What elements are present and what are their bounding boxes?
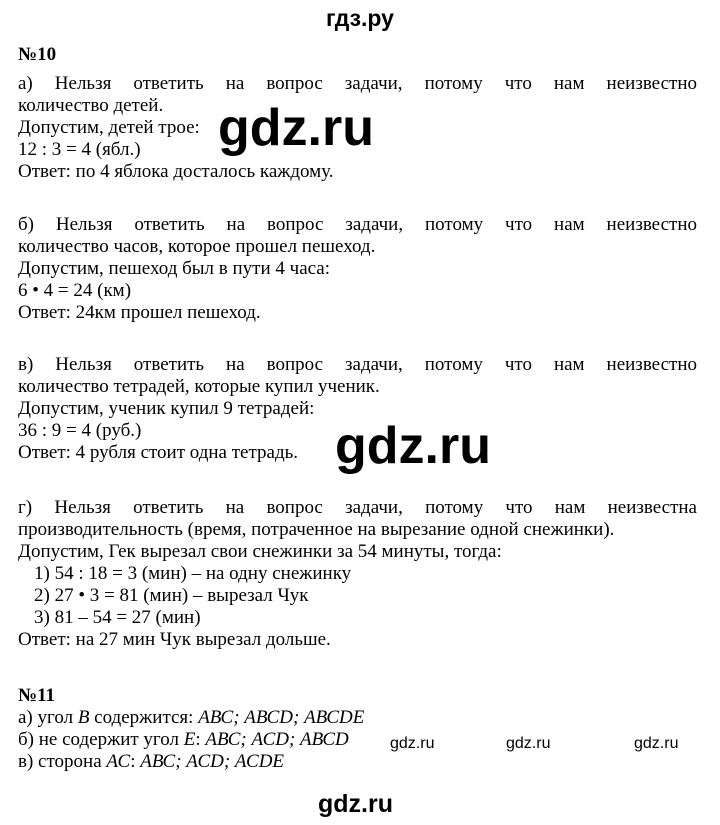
task-10-a-line-1: а) Нельзя ответить на вопрос задачи, потому что нам неизвестно	[18, 73, 697, 94]
task-10-g-answer: Ответ: на 27 мин Чук вырезал дольше.	[18, 629, 331, 650]
task-10-v-line-4: 36 : 9 = 4 (руб.)	[18, 420, 142, 441]
task-11-v-side: АС	[106, 751, 131, 772]
task-11-v-prefix: в) сторона	[18, 751, 107, 772]
watermark-small: gdz.ru	[390, 735, 435, 752]
task-11-a	[18, 707, 364, 729]
task-10-b-line-2: количество часов, которое прошел пешеход.	[18, 236, 376, 257]
task-11-b-figures: АВС; АСD; АВСD	[205, 729, 349, 750]
task-11-a-mid: содержится:	[89, 707, 199, 728]
task-10-b-answer: Ответ: 24км прошел пешеход.	[18, 302, 261, 323]
task-10-b-line-3: Допустим, пешеход был в пути 4 часа:	[18, 258, 331, 279]
task-10-g-line-3: Допустим, Гек вырезал свои снежинки за 54 минуты, тогда:	[18, 541, 502, 562]
task-11-v-figures: АВС; АСD; АСDЕ	[140, 751, 285, 772]
task-11-a-figures: АВС; АВСD; АВСDЕ	[198, 707, 365, 728]
task-10-g-step-1: 1) 54 : 18 = 3 (мин) – на одну снежинку	[34, 563, 352, 584]
watermark-logo: gdz.ru	[218, 99, 374, 157]
task-11-title: №11	[18, 685, 56, 706]
task-11-v	[18, 751, 284, 773]
task-10-v-line-1: в) Нельзя ответить на вопрос задачи, потому что нам неизвестно	[18, 354, 697, 375]
task-11-b-mid: :	[195, 729, 206, 750]
task-10-g-step-2: 2) 27 • 3 = 81 (мин) – вырезал Чук	[34, 585, 309, 606]
watermark-logo: gdz.ru	[335, 417, 491, 475]
task-11-a-angle: В	[77, 707, 90, 728]
watermark-small: gdz.ru	[506, 735, 551, 752]
task-10-title: №10	[18, 44, 57, 65]
task-11-b-prefix: б) не содержит угол	[18, 729, 184, 750]
watermark-small: gdz.ru	[634, 735, 679, 752]
task-10-a-line-3: Допустим, детей трое:	[18, 117, 200, 138]
task-10-g-step-3: 3) 81 – 54 = 27 (мин)	[34, 607, 201, 628]
task-10-v-line-2: количество тетрадей, которые купил ученик.	[18, 376, 380, 397]
task-10-a-line-4: 12 : 3 = 4 (ябл.)	[18, 139, 141, 160]
task-10-v-answer: Ответ: 4 рубля стоит одна тетрадь.	[18, 442, 299, 463]
task-10-b-line-4: 6 • 4 = 24 (км)	[18, 280, 132, 301]
task-10-g-line-1: г) Нельзя ответить на вопрос задачи, потому что нам неизвестна	[18, 497, 697, 518]
task-11-b-angle: Е	[183, 729, 196, 750]
task-10-a-line-2: количество детей.	[18, 95, 164, 116]
watermark-footer: gdz.ru	[318, 790, 393, 818]
site-header: гдз.ру	[326, 5, 394, 31]
task-11-v-mid: :	[130, 751, 141, 772]
task-11-b	[18, 729, 349, 751]
task-10-a-answer: Ответ: по 4 яблока досталось каждому.	[18, 161, 334, 182]
task-10-v-line-3: Допустим, ученик купил 9 тетрадей:	[18, 398, 315, 419]
task-10-b-line-1: б) Нельзя ответить на вопрос задачи, потому что нам неизвестно	[18, 214, 697, 235]
task-10-g-line-2: производительность (время, потраченное на вырезание одной снежинки).	[18, 519, 615, 540]
task-11-a-prefix: а) угол	[18, 707, 78, 728]
